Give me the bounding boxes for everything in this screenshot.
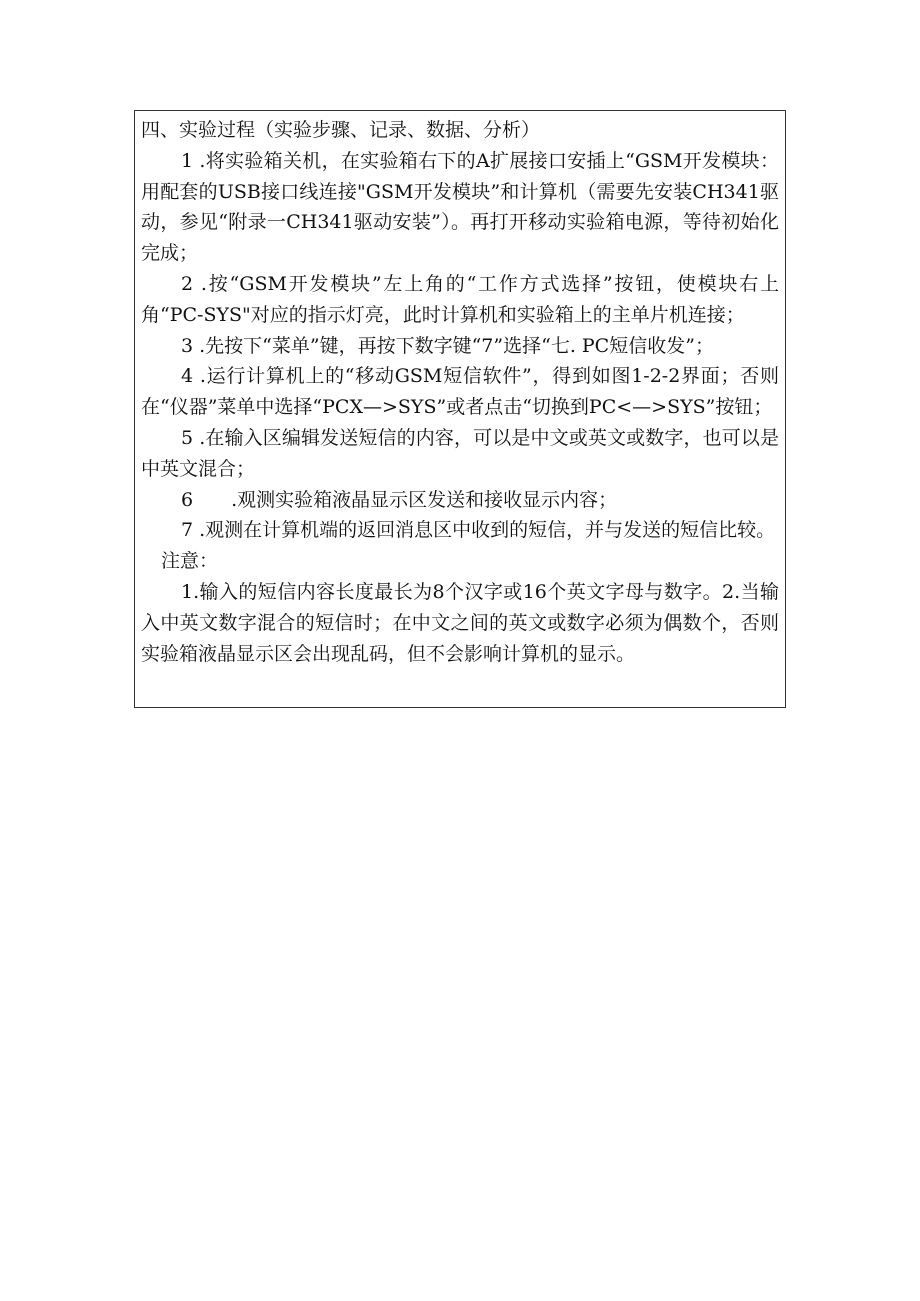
section-title: 四、实验过程（实验步骤、记录、数据、分析） (141, 119, 541, 141)
step-6: 6 .观测实验箱液晶显示区发送和接收显示内容； (181, 488, 618, 511)
step-1: 1 .将实验箱关机，在实验箱右下的A扩展接口安插上“GSM开发模块：用配套的USB接口线连接"GSM开发模块”和计算机（需要先安装CH341驱动，参见“附录一CH341驱动安装”）。再打开移动实验箱电源，等待初始化完成； (141, 149, 779, 265)
experiment-procedure-box (134, 110, 786, 708)
step-3: 3 .先按下“菜单”键，再按下数字键“7”选择“七. PC短信收发”； (181, 334, 714, 357)
note-body: 1.输入的短信内容长度最长为8个汉字或16个英文字母与数字。2.当输入中英文数字混合的短信时；在中文之间的英文或数字必须为偶数个，否则实验箱液晶显示区会出现乱码，但不会影响计算机的显示。 (141, 580, 779, 665)
step-2: 2 .按“GSM开发模块”左上角的“工作方式选择”按钮，使模块右上角“PC-SYS"对应的指示灯亮，此时计算机和实验箱上的主单片机连接； (141, 272, 779, 326)
step-7: 7 .观测在计算机端的返回消息区中收到的短信，并与发送的短信比较。 (181, 519, 776, 542)
note-label: 注意： (161, 550, 219, 573)
step-5: 5 .在输入区编辑发送短信的内容，可以是中文或英文或数字，也可以是中英文混合； (141, 426, 779, 480)
step-4: 4 .运行计算机上的“移动GSM短信软件”，得到如图1-2-2界面；否则在“仪器”菜单中选择“PCX—>SYS”或者点击“切换到PC<—>SYS”按钮； (141, 365, 779, 419)
